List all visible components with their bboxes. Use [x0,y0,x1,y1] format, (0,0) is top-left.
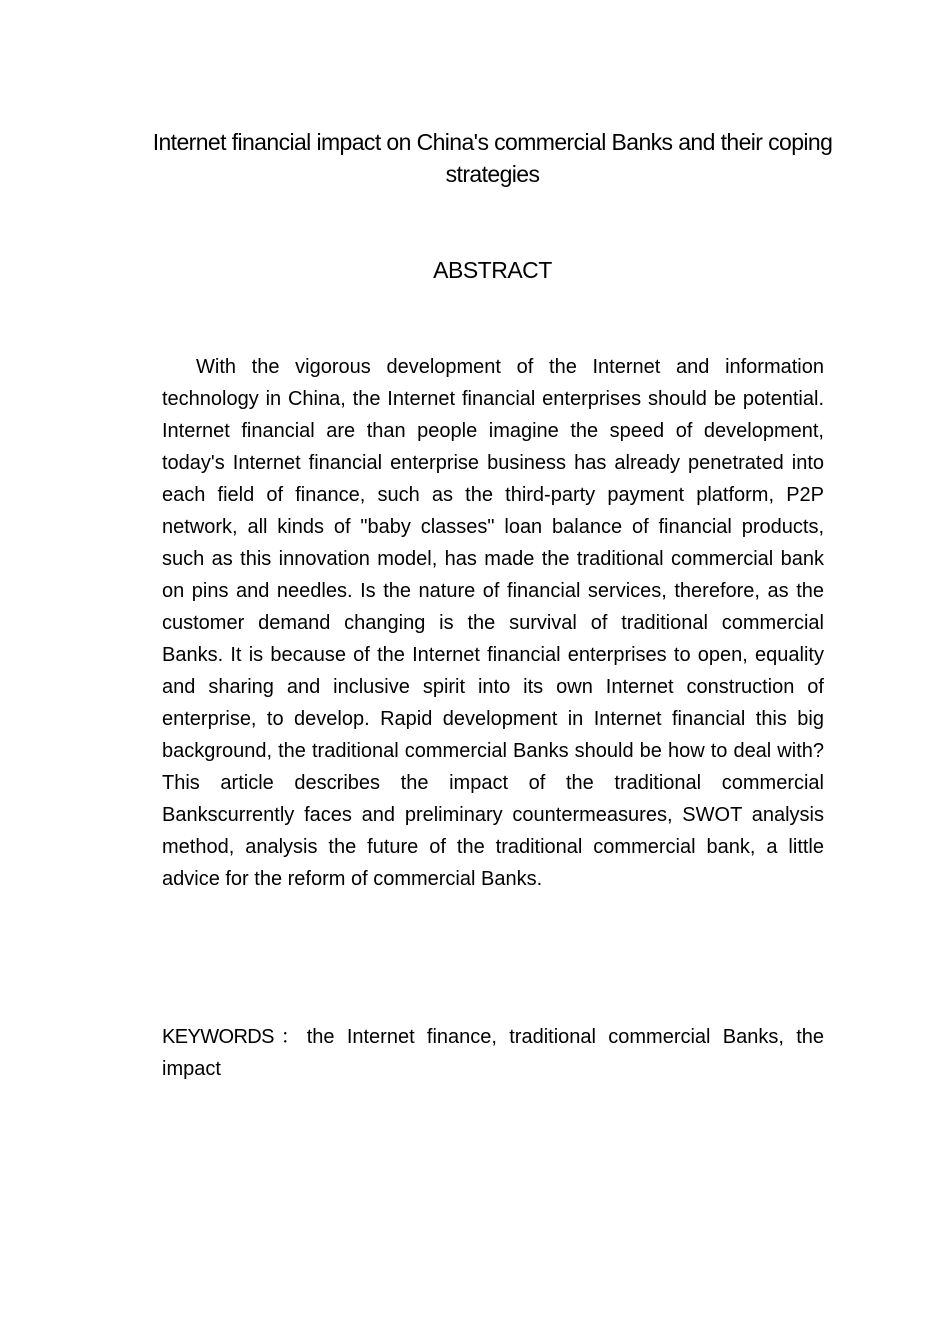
keywords-text: the Internet finance, traditional commercial Banks, the impact [162,1026,824,1080]
paper-title: Internet financial impact on China's commercial Banks and their coping strategies [152,129,833,187]
keywords-line [162,1021,824,1085]
keywords-label: KEYWORDS： [162,1026,307,1048]
abstract-body: With the vigorous development of the Internet and information technology in China, the Internet financial enterprises should be potential. Internet financial are than people imagine the speed of development, today's Internet financial enterprise business has already penetrated into each field of finance, such as the third-party payment platform, P2P network, all kinds of "baby classes" loan balance of financial products, such as this innovation model, has made the traditional commercial bank on pins and needles. Is the nature of financial services, therefore, as the customer demand changing is the survival of traditional commercial Banks. It is because of the Internet financial enterprises to open, equality and sharing and inclusive spirit into its own Internet construction of enterprise, to develop. Rapid development in Internet financial this big background, the traditional commercial Banks should be how to deal with? This article describes the impact of the traditional commercial Bankscurrently faces and preliminary countermeasures, SWOT analysis method, analysis the future of the traditional commercial bank, a little advice for the reform of commercial Banks. [162,356,824,890]
abstract-heading: ABSTRACT [433,257,552,283]
